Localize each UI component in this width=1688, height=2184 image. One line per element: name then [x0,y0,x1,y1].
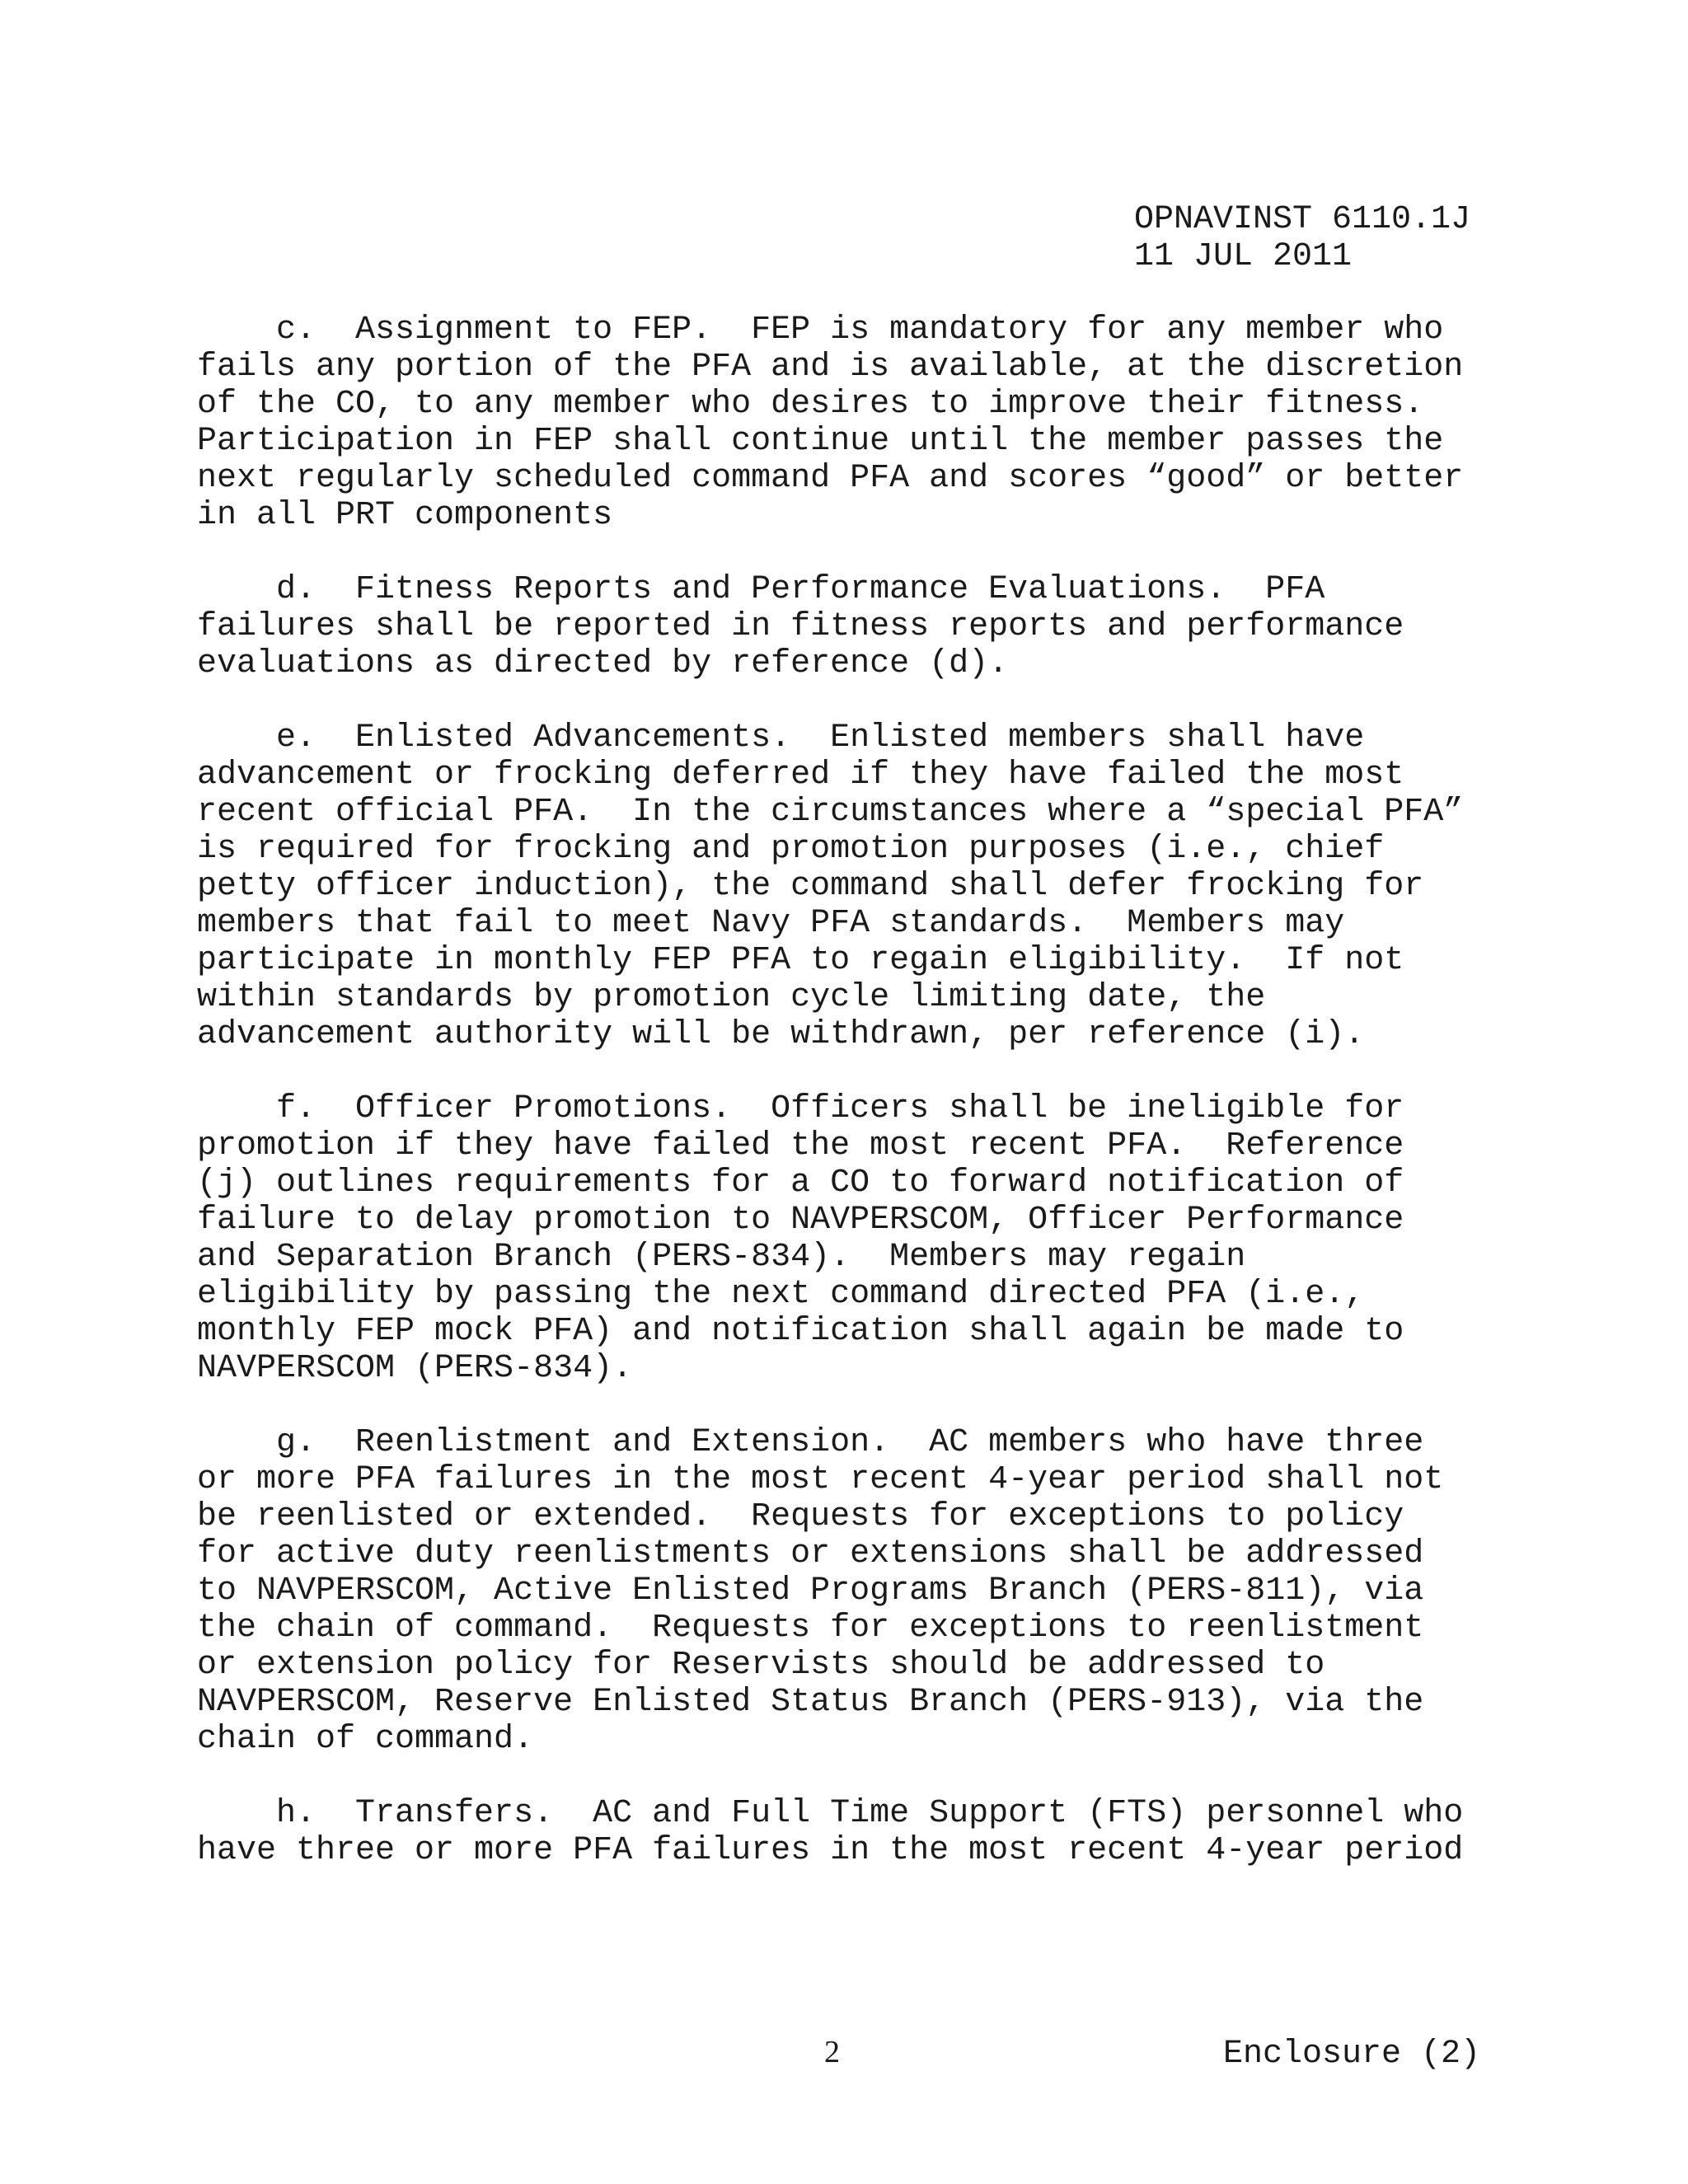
text-line: of the CO, to any member who desires to improve their fitness. [197,386,1424,423]
document-header [1134,201,1470,275]
text-line: recent official PFA. In the circumstances where a “special PFA” [197,794,1464,831]
text-line: is required for frocking and promotion purposes (i.e., chief [197,831,1385,868]
text-line: members that fail to meet Navy PFA standards. Members may [197,905,1345,942]
text-line: be reenlisted or extended. Requests for exceptions to policy [197,1498,1404,1535]
text-line: (j) outlines requirements for a CO to forward notification of [197,1165,1404,1202]
text-line: f. Officer Promotions. Officers shall be ineligible for [197,1090,1404,1127]
document-id: OPNAVINST 6110.1J [1134,201,1471,238]
text-line: or more PFA failures in the most recent 4-year period shall not [197,1461,1444,1498]
text-line: eligibility by passing the next command directed PFA (i.e., [197,1276,1365,1313]
text-line: Participation in FEP shall continue until the member passes the [197,423,1444,460]
text-line: or extension policy for Reservists should be addressed to [197,1647,1325,1684]
text-line: have three or more PFA failures in the most recent 4-year period [197,1832,1464,1869]
paragraph [197,719,1516,1053]
text-line: g. Reenlistment and Extension. AC members who have three [197,1424,1424,1461]
text-line: next regularly scheduled command PFA and scores “good” or better [197,460,1464,497]
enclosure-label: Enclosure (2) [1223,2036,1481,2073]
paragraph [197,1090,1516,1387]
text-line: and Separation Branch (PERS-834). Members may regain [197,1239,1246,1276]
text-line: in all PRT components [197,497,613,534]
text-line: h. Transfers. AC and Full Time Support (FTS) personnel who [197,1795,1464,1832]
text-line: to NAVPERSCOM, Active Enlisted Programs Branch (PERS-811), via [197,1572,1424,1610]
paragraph [197,1795,1516,1869]
paragraph [197,1424,1516,1758]
text-line: failure to delay promotion to NAVPERSCOM, Officer Performance [197,1202,1404,1239]
text-line: advancement authority will be withdrawn, per reference (i). [197,1016,1365,1053]
document-date: 11 JUL 2011 [1134,238,1353,275]
text-line: evaluations as directed by reference (d). [197,645,1009,682]
text-line: the chain of command. Requests for exceptions to reenlistment [197,1610,1424,1647]
text-line: promotion if they have failed the most recent PFA. Reference [197,1127,1404,1165]
text-line: NAVPERSCOM (PERS-834). [197,1350,633,1387]
text-line: petty officer induction), the command shall defer frocking for [197,868,1424,905]
text-line: participate in monthly FEP PFA to regain eligibility. If not [197,942,1404,979]
text-line: NAVPERSCOM, Reserve Enlisted Status Branch (PERS-913), via the [197,1684,1424,1721]
text-line: failures shall be reported in fitness reports and performance [197,608,1404,645]
text-line: for active duty reenlistments or extensions shall be addressed [197,1535,1424,1572]
document-body [197,312,1516,1906]
text-line: advancement or frocking deferred if they have failed the most [197,757,1404,794]
text-line: e. Enlisted Advancements. Enlisted members shall have [197,719,1365,757]
text-line: within standards by promotion cycle limiting date, the [197,979,1266,1016]
paragraph [197,571,1516,682]
text-line: d. Fitness Reports and Performance Evaluations. PFA [197,571,1325,608]
paragraph [197,312,1516,534]
text-line: fails any portion of the PFA and is available, at the discretion [197,349,1464,386]
text-line: c. Assignment to FEP. FEP is mandatory for any member who [197,312,1444,349]
page-number: 2 [824,2035,840,2069]
text-line: chain of command. [197,1721,534,1758]
text-line: monthly FEP mock PFA) and notification shall again be made to [197,1313,1404,1350]
